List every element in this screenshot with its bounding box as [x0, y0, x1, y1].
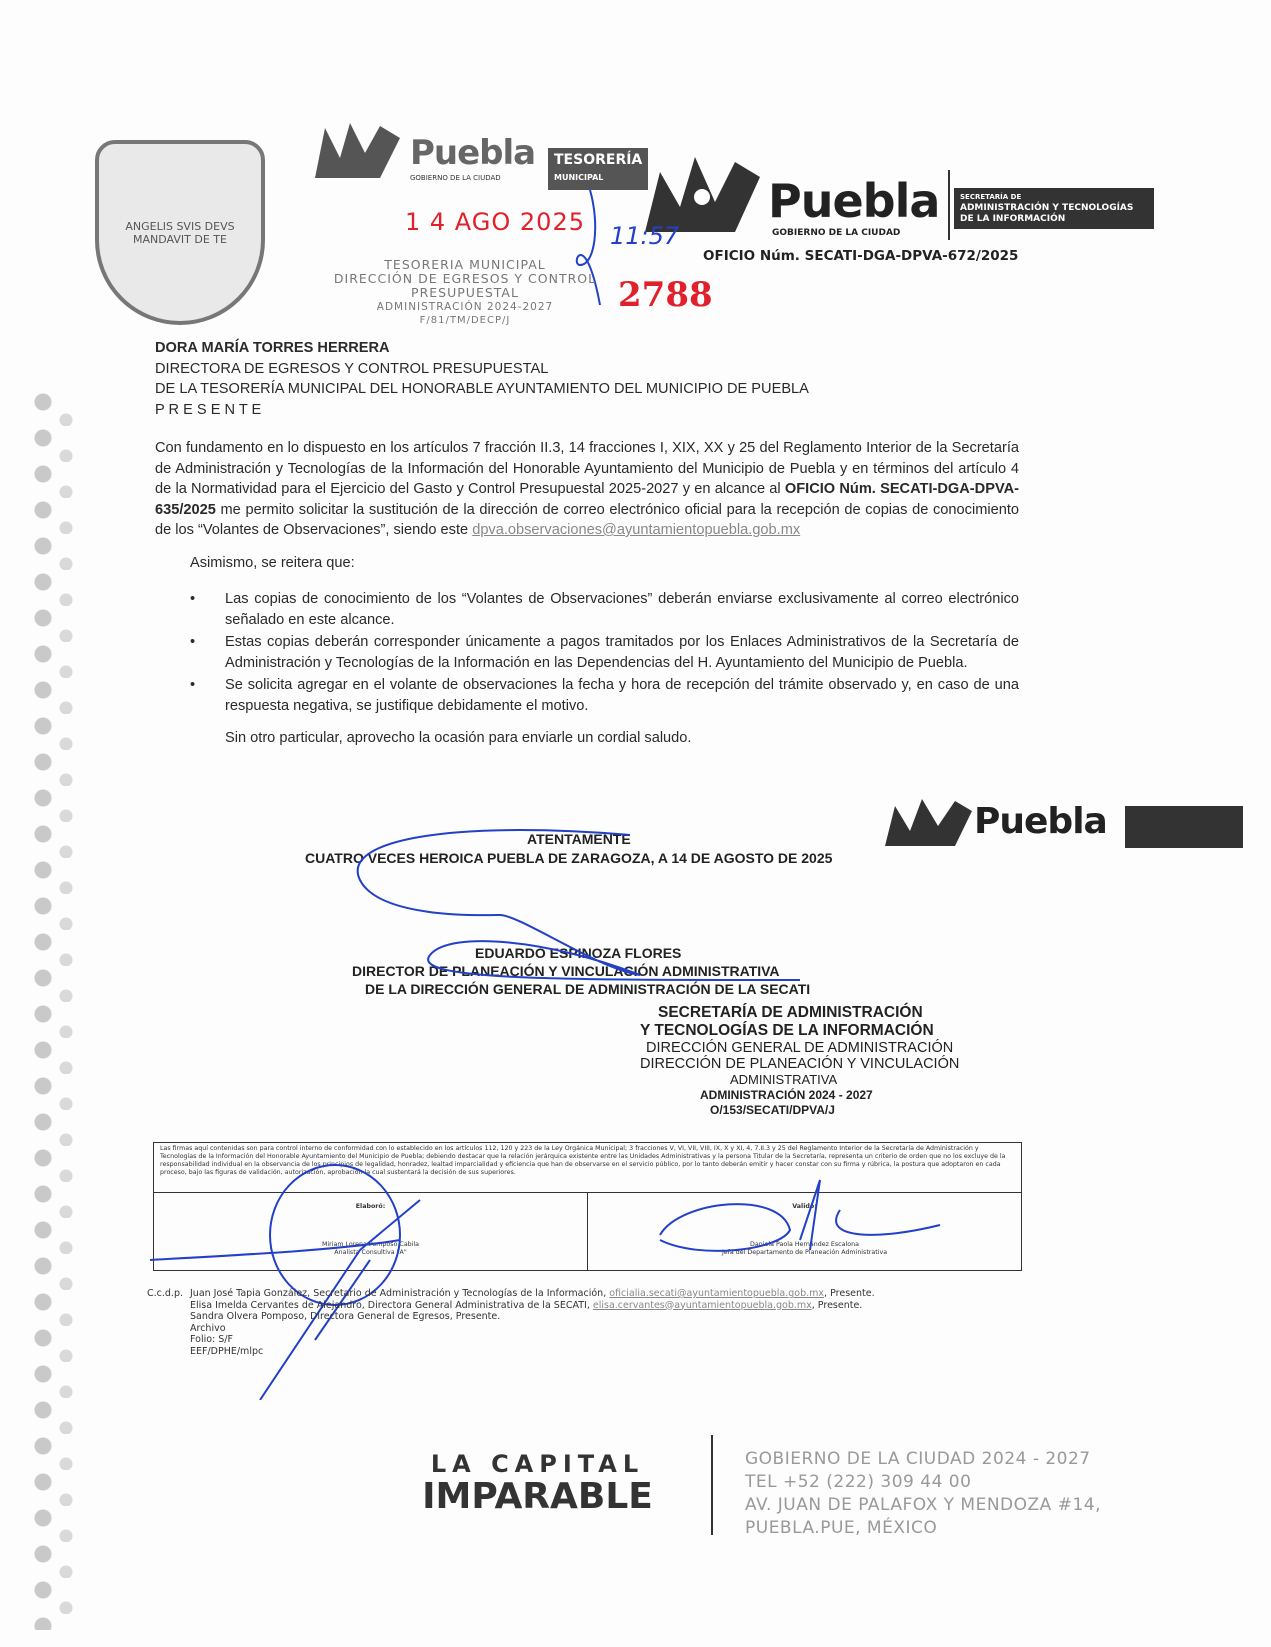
- email-link[interactable]: oficialia.secati@ayuntamientopuebla.gob.mx: [609, 1288, 825, 1299]
- ccdp-block: [147, 1288, 875, 1357]
- body-paragraph: Asimismo, se reitera que:: [190, 554, 355, 571]
- reception-stamp: [325, 258, 605, 328]
- logo-brand: Puebla: [410, 133, 536, 173]
- addressee-title: DE LA TESORERÍA MUNICIPAL DEL HONORABLE AYUNTAMIENTO DEL MUNICIPIO DE PUEBLA: [155, 381, 809, 397]
- logo-box-line: DE LA INFORMACIÓN: [960, 214, 1066, 224]
- ccdp-label: C.c.d.p.: [147, 1288, 183, 1299]
- list-item-text: Las copias de conocimiento de los “Volantes de Observaciones” deberán enviarse exclusivamente al correo electrónico señalado en este alcance.: [225, 591, 1019, 628]
- footer-divider: [711, 1435, 713, 1535]
- stamp-line: F/81/TM/DECP/J: [419, 315, 511, 326]
- list-item: • Estas copias deberán corresponder únicamente a pagos tramitados por los Enlaces Administrativos de la Secretaría de Administración y Tecnologías de la Información en las Dependencias del H. Ayuntamiento del Municipio de Puebla.: [190, 632, 1019, 673]
- email-link[interactable]: elisa.cervantes@ayuntamientopuebla.gob.mx: [592, 1299, 812, 1311]
- stamp-line: DIRECCIÓN DE EGRESOS Y CONTROL: [333, 271, 597, 286]
- ccdp-line: EEF/DPHE/mlpc: [190, 1345, 264, 1357]
- text: Elisa Imelda Cervantes de Alejandro, Directora General Administrativa de la SECATI,: [190, 1299, 593, 1311]
- text: , Presente.: [811, 1299, 863, 1311]
- signature-scribble: [300, 820, 920, 1020]
- stamp-line: ADMINISTRACIÓN 2024 - 2027: [700, 1088, 873, 1102]
- received-time-handwritten: 11:57: [610, 222, 680, 250]
- stamp-line: DIRECCIÓN DE PLANEACIÓN Y VINCULACIÓN: [640, 1056, 960, 1072]
- atentamente: ATENTAMENTE: [527, 831, 631, 847]
- list-item: • Se solicita agregar en el volante de observaciones la fecha y hora de recepción del trámite observado y, en caso de una respuesta negativa, se justifique debidamente el motivo.: [190, 675, 1019, 716]
- received-date-stamp: 1 4 AGO 2025: [405, 208, 585, 236]
- tesoreria-logo: [310, 118, 643, 188]
- reference-oficio: OFICIO Núm. SECATI-DGA-DPVA-635/2025: [155, 481, 1019, 518]
- logo-subtitle: GOBIERNO DE LA CIUDAD: [410, 174, 501, 182]
- initials-signatures: [140, 1160, 960, 1400]
- text: me permito solicitar la sustitución de la dirección de correo electrónico oficial para la recepción de copias de conocimiento de los “Volantes de Observaciones”, siendo este: [155, 501, 1019, 538]
- footer-phone: TEL +52 (222) 309 44 00: [745, 1472, 972, 1492]
- logo-box: [1125, 806, 1243, 848]
- list-item: • Las copias de conocimiento de los “Volantes de Observaciones” deberán enviarse exclusivamente al correo electrónico señalado en este alcance.: [190, 589, 1019, 630]
- addressee-present: P R E S E N T E: [155, 401, 262, 418]
- stamp-line: PRESUPUESTAL: [411, 285, 519, 300]
- valido-label: Validó:: [792, 1203, 817, 1210]
- ccdp-line: Folio: S/F: [190, 1334, 233, 1345]
- elaboro-title: Analista Consultiva "A": [334, 1249, 407, 1256]
- ccdp-line: Archivo: [190, 1322, 226, 1334]
- text: , Presente.: [824, 1288, 875, 1299]
- addressee-block: [155, 338, 1019, 420]
- logo-box-line: ADMINISTRACIÓN Y TECNOLOGÍAS: [960, 203, 1134, 213]
- footer-contact: [745, 1448, 1101, 1540]
- addressee-name: DORA MARÍA TORRES HERRERA: [155, 340, 390, 356]
- logo-brand: Puebla: [768, 174, 940, 228]
- signer-title: DE LA DIRECCIÓN GENERAL DE ADMINISTRACIÓN DE LA SECATI: [365, 981, 811, 997]
- logo-brand: Puebla: [974, 801, 1107, 842]
- stamp-line: Y TECNOLOGÍAS DE LA INFORMACIÓN: [640, 1022, 934, 1039]
- logo-box-title: TESORERÍA: [554, 152, 643, 168]
- body-paragraph: [155, 438, 1019, 541]
- decorative-side-pattern: [28, 390, 78, 1630]
- logo-box-sub: MUNICIPAL: [554, 173, 604, 182]
- secati-stamp-logo: [880, 796, 1250, 852]
- email-link[interactable]: dpva.observaciones@ayuntamientopuebla.gob.mx: [472, 522, 801, 538]
- logo-subtitle: GOBIERNO DE LA CIUDAD: [772, 228, 901, 238]
- seal-text: ANGELIS SVIS DEVS MANDAVIT DE TE: [125, 219, 235, 246]
- slogan-logo: [390, 1450, 685, 1516]
- stamp-line: ADMINISTRATIVA: [730, 1072, 838, 1087]
- list-item-text: Estas copias deberán corresponder únicamente a pagos tramitados por los Enlaces Administrativos de la Secretaría de Administración y Tecnologías de la Información en las Dependencias del H. Ayuntamiento del Municipio de Puebla.: [225, 634, 1019, 671]
- text: Juan José Tapia González, Secretario de Administración y Tecnologías de la Información,: [190, 1288, 610, 1299]
- letter-body: [155, 338, 1019, 749]
- signer-name: EDUARDO ESPINOZA FLORES: [475, 945, 682, 961]
- place-date: CUATRO VECES HEROICA PUEBLA DE ZARAGOZA, A 14 DE AGOSTO DE 2025: [305, 850, 833, 866]
- closing-line: Sin otro particular, aprovecho la ocasión para enviarle un cordial saludo.: [225, 730, 692, 746]
- ccdp-line: Sandra Olvera Pomposo, Directora General de Egresos, Presente.: [190, 1311, 501, 1322]
- bullet-list: [155, 589, 1019, 716]
- signer-title: DIRECTOR DE PLANEACIÓN Y VINCULACIÓN ADMINISTRATIVA: [352, 963, 780, 979]
- control-notice: Las firmas aquí contenidas son para control interno de conformidad con lo establecido en los artículos 112, 120 y 223 de la Ley Orgánica Municipal; 3 fracciones V, VI, VII, VIII, IX, X y XI, 4, 7.II.3 y 25 del Reglamento Interior de la Secretaría de Administración y Tecnologías de la Información del Honorable Ayuntamiento del Municipio de Puebla; debiendo destacar que la relación jerárquica existente entre las Unidades Administrativas y la persona Titular de la Secretaría, representa un criterio de orden que no los excluye de la responsabilidad individual en la observancia de los principios de legalidad, honradez, lealtad imparcialidad y eficiencia que han de observarse en el servicio público, por lo tanto deberán emitir y hacer constar con su firma y rúbrica, la postura que adoptaron en cada proceso, bajo las figuras de validación, autorización, aprobación la cual sustentará la decisión de sus superiores.: [154, 1143, 1022, 1193]
- valido-name: Daniela Paola Hernández Escalona: [750, 1241, 859, 1248]
- valido-title: Jefa del Departamento de Planeación Administrativa: [721, 1249, 888, 1256]
- footer-address: PUEBLA.PUE, MÉXICO: [745, 1518, 938, 1538]
- elaboro-name: Miriam Lorena Pomposo Cabila: [321, 1241, 420, 1248]
- city-coat-of-arms: [95, 140, 265, 325]
- folio-number: 2788: [618, 275, 713, 315]
- footer-line: GOBIERNO DE LA CIUDAD 2024 - 2027: [745, 1449, 1091, 1469]
- city-emblem-icon: [310, 118, 405, 183]
- logo-divider: [948, 170, 950, 240]
- secati-seal-stamp: [640, 1004, 959, 1118]
- secati-logo: [640, 152, 1160, 242]
- oficio-number: OFICIO Núm. SECATI-DGA-DPVA-672/2025: [703, 248, 1019, 264]
- slogan-line: IMPARABLE: [422, 1476, 653, 1517]
- stamp-line: TESORERIA MUNICIPAL: [384, 257, 546, 272]
- slogan-line: LA CAPITAL: [430, 1450, 645, 1478]
- footer-address: AV. JUAN DE PALAFOX Y MENDOZA #14,: [745, 1495, 1101, 1515]
- text: Con fundamento en lo dispuesto en los artículos 7 fracción II.3, 14 fracciones I, XIX, XX y 25 del Reglamento Interior de la Secretaría de Administración y Tecnologías de la Información del Honorable Ayuntamiento del Municipio de Puebla y en términos del artículo 4 de la Normatividad para el Ejercicio del Gasto y Control Presupuestal 2025-2027 y en alcance al: [155, 440, 1019, 497]
- list-item-text: Se solicita agregar en el volante de observaciones la fecha y hora de recepción del trámite observado y, en caso de una respuesta negativa, se justifique debidamente el motivo.: [225, 677, 1019, 714]
- stamp-line: SECRETARÍA DE ADMINISTRACIÓN: [658, 1004, 923, 1021]
- logo-box-line: SECRETARÍA DE: [960, 193, 1022, 201]
- stamp-line: O/153/SECATI/DPVA/J: [710, 1103, 835, 1117]
- elaboro-label: Elaboró:: [355, 1203, 386, 1210]
- addressee-title: DIRECTORA DE EGRESOS Y CONTROL PRESUPUESTAL: [155, 360, 549, 377]
- stamp-line: ADMINISTRACIÓN 2024-2027: [376, 301, 554, 313]
- stamp-line: DIRECCIÓN GENERAL DE ADMINISTRACIÓN: [646, 1040, 954, 1056]
